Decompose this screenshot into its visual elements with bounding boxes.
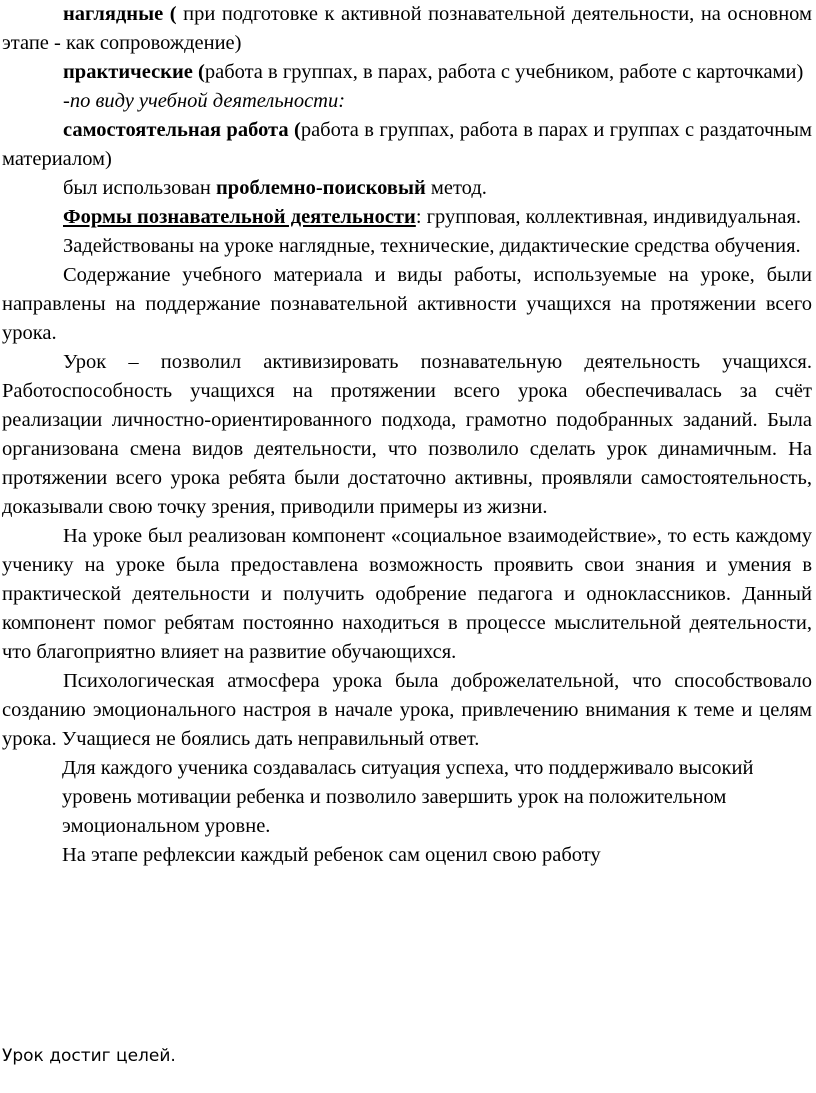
paragraph-text: был использован — [63, 177, 216, 199]
paragraph-text: работа в группах, в парах, работа с учебником, работе с карточками) — [204, 61, 804, 83]
conclusion-text: Урок достиг целей. — [2, 1046, 176, 1066]
paragraph-content: Содержание учебного материала и виды работы, используемые на уроке, были направлены на поддержание познавательной активности учащихся на протяжении всего урока. — [2, 264, 812, 344]
term-visual: наглядные ( — [63, 3, 177, 25]
paragraph-text: : групповая, коллективная, индивидуальная. — [415, 206, 802, 228]
paragraph-visual-methods — [0, 0, 816, 58]
paragraph-activity-type — [0, 87, 816, 116]
term-independent: самостоятельная работа ( — [63, 119, 301, 141]
term-practical: практические ( — [63, 61, 205, 83]
term-forms: Формы познавательной деятельности — [63, 206, 416, 228]
paragraph-text: метод. — [425, 177, 487, 199]
paragraph-reflection: На этапе рефлексии каждый ребенок сам оценил свою работу — [62, 844, 601, 866]
paragraph-text: при подготовке к активной познавательной деятельности, на основном этапе - как сопровождение) — [2, 3, 812, 54]
paragraph-practical-methods — [0, 58, 816, 87]
activity-type-heading: -по виду учебной деятельности: — [63, 90, 346, 112]
paragraph-method — [0, 174, 816, 203]
paragraph-forms — [0, 203, 816, 232]
paragraph-text: работа в группах, работа в парах и группах с раздаточным материалом) — [2, 119, 812, 170]
paragraph-success: Для каждого ученика создавалась ситуация успеха, что поддерживало высокий уровень мотивации ребенка и позволило завершить урок на положительном эмоциональном уровне. — [62, 757, 754, 837]
paragraph-independent-work — [0, 116, 816, 174]
paragraph-social-interaction: На уроке был реализован компонент «социальное взаимодействие», то есть каждому ученику на уроке была предоставлена возможность проявить свои знания и умения в практической деятельности и получить одобрение педагога и одноклассников. Данный компонент помог ребятам постоянно находиться в процессе мыслительной деятельности, что благоприятно влияет на развитие обучающихся. — [2, 525, 812, 663]
term-problem-search: проблемно-поисковый — [216, 177, 426, 199]
paragraph-lesson-activity: Урок – позволил активизировать познавательную деятельность учащихся. Работоспособность учащихся на протяжении всего урока обеспечивалась за счёт реализации личностно-ориентированного подхода, грамотно подобранных заданий. Была организована смена видов деятельности, что позволило сделать урок динамичным. На протяжении всего урока ребята были достаточно активны, проявляли самостоятельность, доказывали свою точку зрения, приводили примеры из жизни. — [2, 351, 812, 518]
paragraph-atmosphere: Психологическая атмосфера урока была доброжелательной, что способствовало созданию эмоционального настроя в начале урока, привлечению внимания к теме и целям урока. Учащиеся не боялись дать неправильный ответ. — [2, 670, 812, 750]
paragraph-means: Задействованы на уроке наглядные, технические, дидактические средства обучения. — [63, 235, 801, 257]
